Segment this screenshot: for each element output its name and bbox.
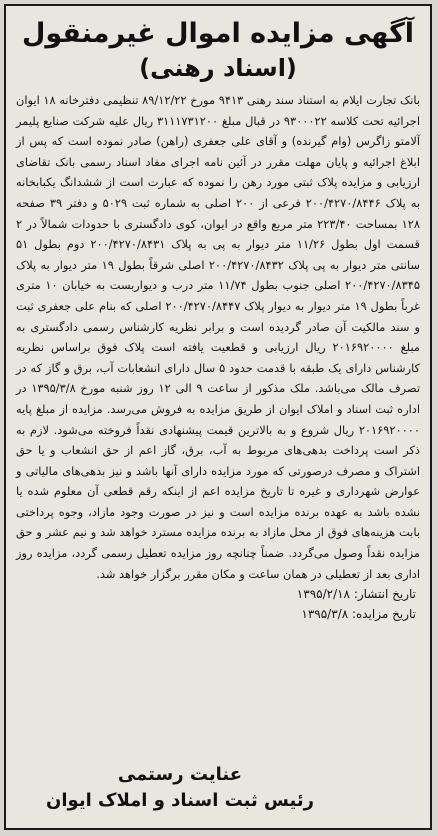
notice-paper <box>4 4 432 830</box>
auction-date: تاریخ مزایده: ۱۳۹۵/۳/۸ <box>301 607 416 622</box>
notice-subtitle: (اسناد رهنی) <box>139 54 297 82</box>
signer-role: رئیس ثبت اسناد و املاک ایوان <box>46 790 314 811</box>
notice-body: بانک تجارت ایلام به استناد سند رهنی ۹۴۱۳ مورخ ۸۹/۱۲/۲۲ تنظیمی دفترخانه ۱۸ ایوان اجرائیه تحت کلاسه ۹۳۰۰۰۲۲ در قبال مبلغ ۳۱۱۱۷۳۱۲۰۰ ریال علیه شرکت صنایع پلیمر آلامتو زاگرس (وام گیرنده) و آقای علی جعفری (راهن) صادر نموده است که پس از ابلاغ اجرائیه و پایان مهلت مقرر در آئین نامه اجرای مفاد اسناد رسمی بانک تقاضای ارزیابی و مزایده پلاک ثبتی مورد رهن را نموده که عبارت است از ششدانگ یکبابخانه به پلاک ۲۰۰/۴۲۷۰/۸۴۴۶ فرعی از ۲۰۰ اصلی به شماره ثبت ۵۰۲۹ و دفتر ۳۹ صفحه ۱۲۸ بمساحت ۲۲۳/۴۰ متر مربع واقع در ایوان، کوی دادگستری با حدودات شمالاً در ۲ قسمت اول بطول ۱۱/۲۶ متر دیوار به پی به پلاک ۲۰۰/۴۲۷۰/۸۴۳۱ دوم بطول ۵۱ سانتی متر دیوار به پی پلاک ۲۰۰/۴۲۷۰/۸۴۳۲ اصلی شرقاً بطول ۱۹ متر دیوار به پلاک ۲۰۰/۴۲۷۰/۸۳۴۵ اصلی جنوب بطول ۱۱/۷۴ متر درب و دیواربست به خیابان ۱۰ متری غرباً بطول ۱۹ متر دیوار به دیوار پلاک ۲۰۰/۴۲۷۰/۸۴۴۷ اصلی که بنام علی جعفری ثبت و سند مالکیت آن صادر گردیده است و برابر نظریه کارشناس رسمی دادگستری به مبلغ ۲۰۱۶۹۲۰۰۰۰ ریال ارزیابی و قطعیت یافته است پلاک فوق براساس نظریه کارشناس دارای یک طبقه با قدمت حدود ۵ سال دارای انشعابات آب، برق و گاز که در تصرف مالک می‌باشد. ملک مذکور از ساعت ۹ الی ۱۲ روز شنبه مورخ ۱۳۹۵/۳/۸ در اداره ثبت اسناد و املاک ایوان از طریق مزایده به فروش می‌رسد. مزایده از مبلغ پایه ۲۰۱۶۹۲۰۰۰۰ ریال شروع و به بالاترین قیمت پیشنهادی نقداً فروخته می‌شود. لازم به ذکر است پرداخت بدهی‌های مربوط به آب، برق، گاز اعم از حق انشعاب و یا حق اشتراک و مصرف درصورتی که مورد مزایده دارای آنها باشد و نیز بدهی‌های مالیاتی و عوارض شهرداری و غیره تا تاریخ مزایده اعم از اینکه رقم قطعی آن معلوم شده یا نشده باشد به عهده برنده مزایده است و نیز در صورت وجود مازاد، وجوه پرداختی بابت هزینه‌های فوق از محل مازاد به برنده مزایده مسترد خواهد شد و نیم عشر و حق مزایده نقداً وصول می‌گردد. ضمناً چنانچه روز مزایده تعطیل رسمی گردد، مزایده روز اداری بعد از تعطیلی در همان ساعت و مکان مقرر برگزار خواهد شد. <box>16 93 421 581</box>
notice-title: آگهی مزایده اموال غیرمنقول <box>21 18 415 49</box>
signer-name: عنایت رستمی <box>117 764 243 785</box>
signature-block <box>46 762 314 814</box>
notice-dates <box>6 584 430 624</box>
publish-date: تاریخ انتشار: ۱۳۹۵/۲/۱۸ <box>296 587 416 602</box>
